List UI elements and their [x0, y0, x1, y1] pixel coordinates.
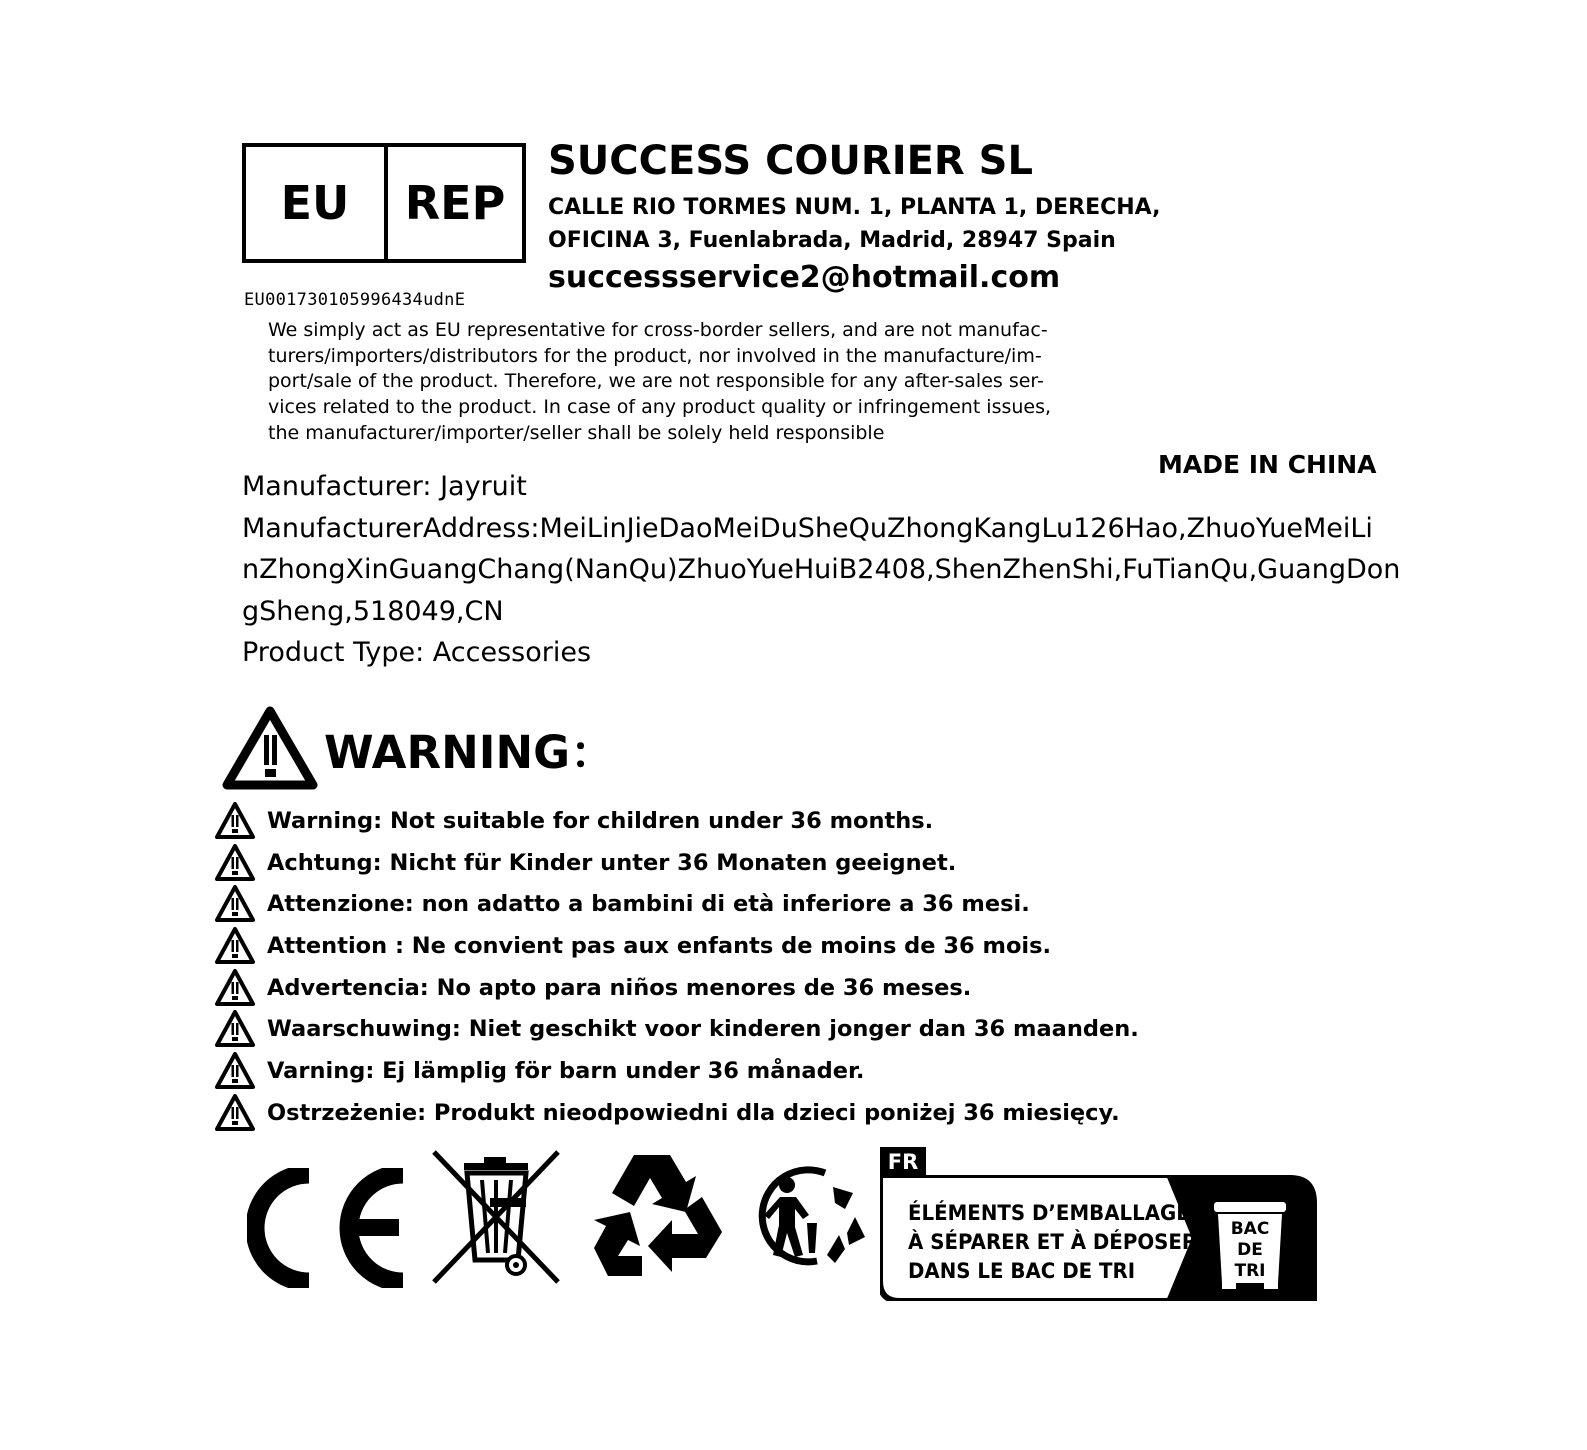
warning-row [214, 967, 1139, 1009]
warning-text: Attenzione: non adatto a bambini di età inferiore a 36 mesi. [267, 891, 1030, 918]
disclaimer-line: port/sale of the product. Therefore, we are not responsible for any after-sales ser- [268, 370, 1044, 393]
warning-row [214, 925, 1139, 967]
disclaimer-line: turers/importers/distributors for the product, nor involved in the manufacture/im- [268, 344, 1042, 367]
triman-country-tab: FR [880, 1147, 926, 1177]
warning-triangle-icon [214, 1009, 256, 1049]
sorting-bin-label [1214, 1219, 1286, 1282]
warning-text: Achtung: Nicht für Kinder unter 36 Monaten geeignet. [267, 849, 957, 876]
warning-triangle-icon [214, 884, 256, 924]
warning-row [214, 883, 1139, 925]
warning-list [214, 800, 1139, 1134]
representative-company: SUCCESS COURIER SL [548, 138, 1033, 184]
warning-triangle-icon [214, 968, 256, 1008]
warning-row [214, 842, 1139, 884]
warning-triangle-icon [214, 926, 256, 966]
warning-triangle-icon [214, 843, 256, 883]
manufacturer-name: Manufacturer: Jayruit [242, 471, 527, 502]
warning-text: Advertencia: No apto para niños menores de 36 meses. [267, 974, 972, 1001]
warning-text: Ostrzeżenie: Produkt nieodpowiedni dla dzieci poniżej 36 miesięcy. [267, 1099, 1120, 1126]
triman-line: DANS LE BAC DE TRI [908, 1259, 1136, 1284]
triman-line: À SÉPARER ET À DÉPOSER [908, 1230, 1198, 1255]
disclaimer-line: the manufacturer/importer/seller shall be solely held responsible [268, 421, 885, 444]
representative-address-line-1: CALLE RIO TORMES NUM. 1, PLANTA 1, DERECHA, [548, 195, 1161, 220]
warning-heading [222, 705, 615, 791]
warning-triangle-icon [214, 1051, 256, 1091]
warning-text: Waarschuwing: Niet geschikt voor kinderen jonger dan 36 maanden. [267, 1016, 1139, 1043]
recycle-icon [590, 1150, 730, 1285]
eu-rep-left-label: EU [246, 147, 388, 259]
warning-text: Warning: Not suitable for children under 36 months. [267, 807, 934, 834]
disclaimer-paragraph [268, 318, 1183, 447]
representative-address-line-2: OFICINA 3, Fuenlabrada, Madrid, 28947 Spain [548, 228, 1116, 253]
bin-label-line: TRI [1234, 1261, 1266, 1281]
product-type: Product Type: Accessories [242, 637, 592, 668]
bin-label-line: DE [1237, 1240, 1263, 1260]
made-in-label: MADE IN CHINA [1158, 450, 1377, 479]
manufacturer-address-line: ManufacturerAddress:MeiLinJieDaoMeiDuSheQuZhongKangLu126Hao,ZhuoYueMeiLi [242, 512, 1373, 544]
eu-rep-symbol [242, 143, 526, 263]
warning-row [214, 1050, 1139, 1092]
manufacturer-block [242, 466, 1400, 674]
weee-bin-icon [430, 1148, 565, 1288]
warning-text: Attention : Ne convient pas aux enfants de moins de 36 mois. [267, 932, 1052, 959]
warning-text: Varning: Ej lämplig för barn under 36 månader. [267, 1057, 865, 1084]
warning-row [214, 1008, 1139, 1050]
disclaimer-line: We simply act as EU representative for cross-border sellers, and are not manufac- [268, 319, 1048, 341]
eu-rep-right-label: REP [404, 176, 506, 230]
warning-triangle-icon [214, 1093, 256, 1133]
manufacturer-address-line: gSheng,518049,CN [242, 595, 504, 627]
triman-text [908, 1199, 1197, 1286]
warning-row [214, 800, 1139, 842]
person-disposing-icon [755, 1163, 867, 1267]
manufacturer-address-line: nZhongXinGuangChang(NanQu)ZhuoYueHuiB2408,ShenZhenShi,FuTianQu,GuangDon [242, 554, 1401, 585]
triman-line: ÉLÉMENTS D’EMBALLAGE [908, 1201, 1190, 1226]
eu-rep-code: EU001730105996434udnE [244, 290, 466, 310]
disclaimer-line: vices related to the product. In case of any product quality or infringement issues, [268, 396, 1052, 419]
representative-email: successservice2@hotmail.com [548, 260, 1061, 295]
ce-mark-icon [247, 1168, 412, 1288]
warning-triangle-icon [222, 705, 318, 791]
warning-row [214, 1092, 1139, 1134]
triman-sorting-label [880, 1147, 1317, 1301]
warning-title: WARNING： [324, 725, 616, 779]
bin-label-line: BAC [1230, 1219, 1270, 1239]
warning-triangle-icon [214, 801, 256, 841]
